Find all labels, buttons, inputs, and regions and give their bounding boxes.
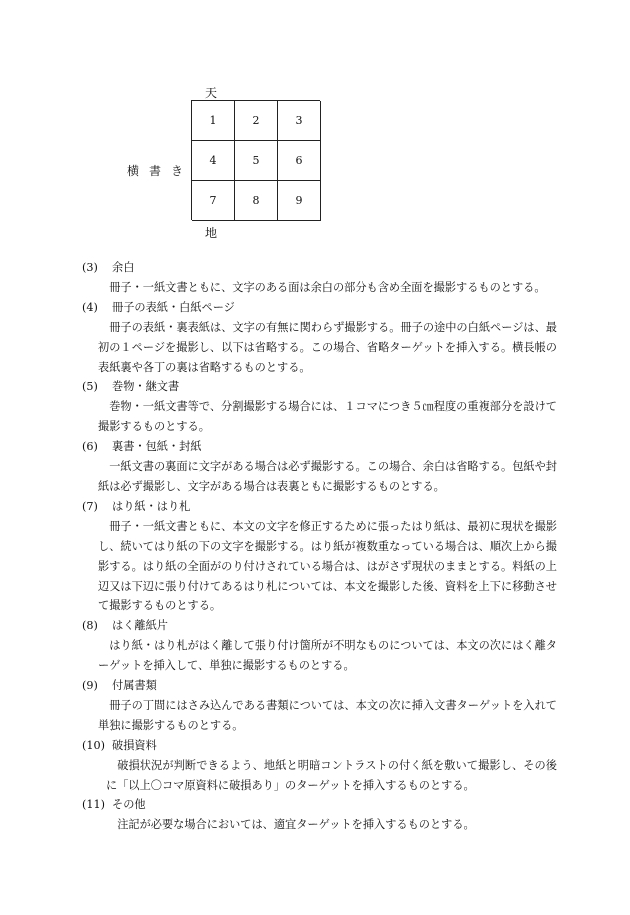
bottom-label: 地 [205,226,218,240]
section-number: (5) [82,380,98,394]
section-title: 巻物・継文書 [112,380,180,394]
section-title: 余白 [112,261,135,274]
section-paragraph: 冊子の丁間にはさみ込んである書類については、本文の次に挿入文書ターゲットを入れて単独に撮影するものとする。 [98,698,557,732]
section-heading [82,736,557,756]
page-layout-diagram [0,0,630,250]
frame-order-grid [191,100,320,220]
grid-cell: 6 [278,141,321,181]
section-number: (10) [82,738,105,752]
top-label: 天 [205,86,218,100]
section-number: (4) [82,300,98,314]
section-heading [82,616,557,636]
grid-cell: 9 [278,181,321,221]
section-paragraph: 破損状況が判断できるよう、地紙と明暗コントラストの付く紙を敷いて撮影し、その後に「以上〇コマ原資料に破損あり」のターゲットを挿入するものとする。 [106,758,557,792]
section-title: 裏書・包紙・封紙 [112,440,202,454]
section-paragraph: 巻物・一紙文書等で、分割撮影する場合には、１コマにつき５㎝程度の重複部分を設けて撮影するものとする。 [98,400,557,434]
grid-cell: 1 [192,101,235,141]
section-title: 付属書類 [112,679,157,693]
section-heading [82,437,557,457]
section-paragraph: 冊子・一紙文書ともに、本文の文字を修正するために張ったはり紙は、最初に現状を撮影し、続いてはり紙の下の文字を撮影する。はり紙が複数重なっている場合は、順次上から撮影する。はり紙の全面がのり付けされている場合は、はがさず現状のままとする。料紙の上辺又は下辺に張り付けてあるはり札については、本文を撮影した後、資料を上下に移動させて撮影するものとする。 [98,519,557,613]
section-paragraph: 注記が必要な場合においては、適宜ターゲットを挿入するものとする。 [117,818,475,832]
section-heading [82,676,557,696]
section-heading [82,377,557,397]
section-title: その他 [112,798,146,812]
section-paragraph: はり紙・はり札がはく離して張り付け箇所が不明なものについては、本文の次にはく離ターゲットを挿入して、単独に撮影するものとする。 [98,639,557,673]
section-number: (8) [82,619,98,633]
grid-cell: 7 [192,181,235,221]
section-paragraph: 冊子・一紙文書ともに、文字のある面は余白の部分も含め全面を撮影するものとする。 [109,280,546,294]
grid-cell: 8 [235,181,278,221]
section-title: はり紙・はり札 [112,499,191,513]
grid-cell: 4 [192,141,235,181]
section-heading [82,497,557,517]
grid-cell: 2 [235,101,278,141]
section-number: (11) [82,798,105,812]
section-paragraph: 冊子の表紙・裏表紙は、文字の有無に関わらず撮影する。冊子の途中の白紙ページは、最初の１ページを撮影し、以下は省略する。この場合、省略ターゲットを挿入する。横長帳の表紙裏や各丁の裏は省略するものとする。 [98,320,557,374]
section-title: 冊子の表紙・白紙ページ [112,300,235,314]
document-body [82,258,557,835]
section-title: 破損資料 [112,738,157,752]
section-title: はく離紙片 [112,619,168,633]
section-number: (7) [82,499,98,513]
section-heading [82,298,557,318]
grid-cell: 3 [278,101,321,141]
section-number: (3) [82,261,98,274]
section-heading [82,795,557,815]
section-paragraph: 一紙文書の裏面に文字がある場合は必ず撮影する。この場合、余白は省略する。包紙や封紙は必ず撮影し、文字がある場合は表裏ともに撮影するものとする。 [98,460,557,493]
grid-cell: 5 [235,141,278,181]
section-number: (6) [82,440,98,454]
side-label: 横書き [127,164,194,178]
section-heading [82,258,557,278]
section-number: (9) [82,679,98,693]
